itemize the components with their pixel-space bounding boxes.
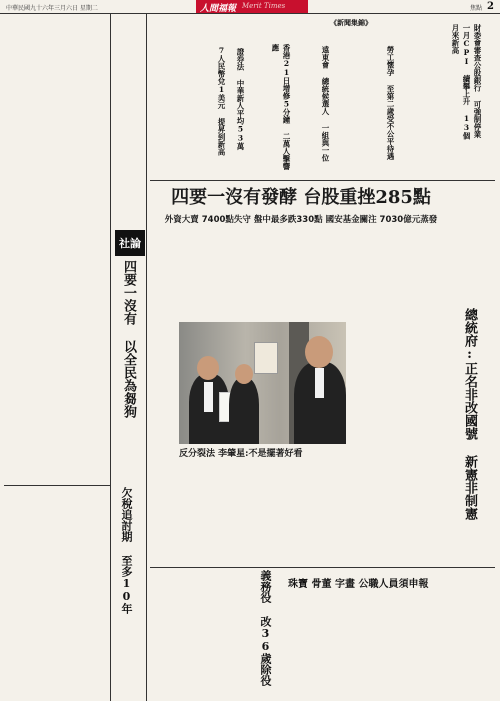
brief-headline-6: 證券法 中華新人平均53萬	[236, 48, 245, 150]
masthead-english: Merit Times	[242, 2, 286, 10]
person-right-shirt	[315, 368, 324, 398]
person-middle	[229, 378, 259, 444]
person-middle-head	[235, 364, 253, 384]
brief-headline-2: 一月CPI 續攀上升 13個月來新高	[451, 24, 471, 140]
body-text	[154, 56, 212, 176]
photo-story-body	[150, 463, 235, 565]
brief-headline-7: 7人民幣兌1美元 提昇到新高	[217, 46, 226, 156]
masthead-name: 人間福報	[200, 4, 237, 14]
main-headline: 四要一沒有發酵 台股重挫285點	[171, 187, 431, 208]
divider	[150, 180, 495, 181]
person-left-head	[197, 356, 219, 380]
person-left-shirt	[204, 382, 213, 412]
news-photo	[179, 322, 346, 444]
photo-caption: 反分裂法 李肇星:不是擺著好看	[179, 449, 303, 459]
person-right-head	[305, 336, 333, 368]
president-body	[350, 320, 454, 565]
masthead	[196, 0, 308, 13]
plaque	[254, 342, 278, 374]
divider	[146, 14, 147, 701]
tax-body	[4, 490, 108, 695]
brief-headline-4: 遠東會 總統候選人 一組與一位	[321, 46, 330, 162]
disclosure-body	[288, 592, 493, 697]
brief-headline-5: 香港21日增修5分鐘 二萬人擊響應	[271, 44, 291, 170]
issue-date: 中華民國九十六年三月六日 星期二	[6, 5, 98, 12]
body-text	[335, 56, 380, 176]
main-body	[150, 231, 450, 319]
main-subheadline: 外資大賣 7400點失守 盤中最多跌330點 國安基金關注 7030億元蒸發	[164, 215, 438, 225]
page-number: 2	[487, 1, 494, 12]
military-body	[150, 570, 254, 698]
tax-headline: 欠稅追討期 至多10年	[120, 487, 133, 614]
brief-headline-1: 財委會審查公股銀行 可強制停業	[473, 24, 482, 138]
body-text	[285, 56, 318, 176]
editorial-label: 社論	[115, 230, 145, 256]
divider	[4, 485, 110, 486]
section-name: 焦點	[469, 5, 482, 12]
divider	[110, 14, 111, 701]
digest-tag: 《新聞集錦》	[330, 18, 372, 27]
brief-headline-3: 勞工懷孕 至第二歲受不公平待遇	[386, 46, 395, 160]
divider	[150, 567, 495, 568]
news-digest	[150, 16, 495, 180]
photo-side-caption	[170, 322, 178, 444]
photo-story-body-2	[238, 463, 346, 565]
editorial-body	[4, 18, 108, 483]
military-headline: 義務役 改36歲除役	[259, 570, 272, 686]
president-headline: 總統府:正名非改國號 新憲非制憲	[462, 308, 477, 520]
main-story	[150, 183, 452, 229]
body-text	[400, 28, 445, 178]
editorial-headline: 四要一沒有 以全民為芻狗	[121, 260, 136, 418]
disclosure-headline: 珠寶 骨董 字畫 公職人員須申報	[288, 579, 429, 590]
